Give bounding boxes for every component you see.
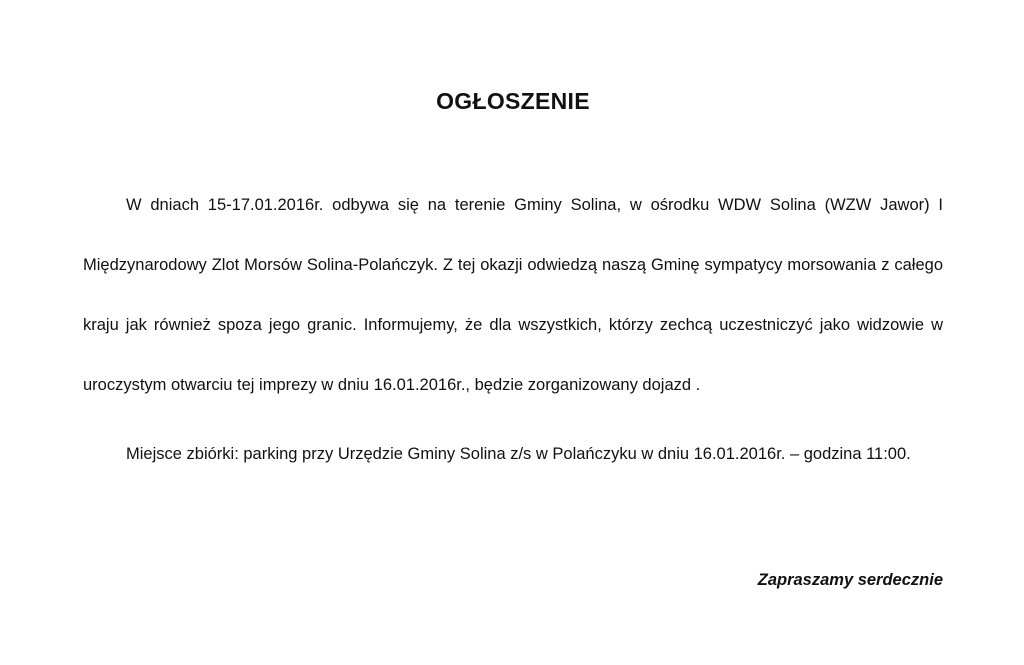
document-page (83, 0, 943, 665)
closing-signature: Zapraszamy serdecznie (757, 571, 943, 589)
announcement-paragraph-meeting-point: Miejsce zbiórki: parking przy Urzędzie Gminy Solina z/s w Polańczyku w dniu 16.01.2016r. – godzina 11:00. (126, 445, 911, 463)
announcement-title: OGŁOSZENIE (436, 88, 590, 114)
announcement-paragraph-event: W dniach 15-17.01.2016r. odbywa się na terenie Gminy Solina, w ośrodku WDW Solina (WZW Jawor) I Międzynarodowy Zlot Morsów Solina-Polańczyk. Z tej okazji odwiedzą naszą Gminę sympatycy morsowania z całego kraju jak również spoza jego granic. Informujemy, że dla wszystkich, którzy zechcą uczestniczyć jako widzowie w uroczystym otwarciu tej imprezy w dniu 16.01.2016r., będzie zorganizowany dojazd . (83, 196, 943, 394)
